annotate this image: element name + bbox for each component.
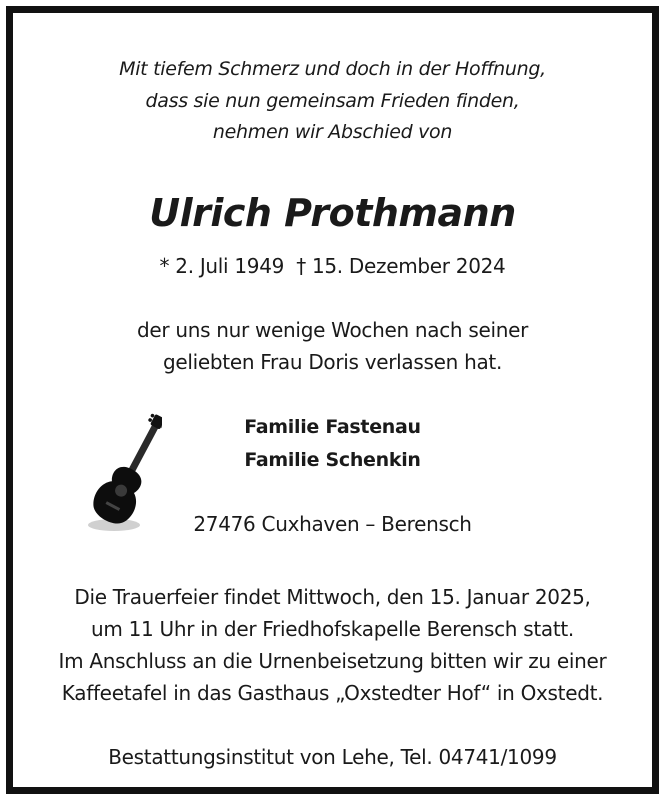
birth-date: * 2. Juli 1949 xyxy=(159,254,285,278)
ceremony-line-2: um 11 Uhr in der Friedhofskapelle Berensch statt. xyxy=(91,617,574,641)
intro-line-3: nehmen wir Abschied von xyxy=(212,121,453,143)
life-dates xyxy=(0,254,665,278)
death-date: † 15. Dezember 2024 xyxy=(296,254,506,278)
ceremony-line-4: Kaffeetafel in das Gasthaus „Oxstedter Hof“ in Oxstedt. xyxy=(61,681,604,705)
family-schenkin: Familie Schenkin xyxy=(244,449,421,471)
message-line-2: geliebten Frau Doris verlassen hat. xyxy=(162,350,503,374)
ceremony-line-1: Die Trauerfeier findet Mittwoch, den 15. Januar 2025, xyxy=(74,585,591,609)
family-fastenau: Familie Fastenau xyxy=(244,416,421,438)
funeral-home: Bestattungsinstitut von Lehe, Tel. 04741/1099 xyxy=(108,745,557,769)
location: 27476 Cuxhaven – Berensch xyxy=(193,512,472,536)
message-line-1: der uns nur wenige Wochen nach seiner xyxy=(136,318,529,342)
deceased-name: Ulrich Prothmann xyxy=(149,191,516,235)
intro-line-2: dass sie nun gemeinsam Frieden finden, xyxy=(145,90,520,112)
ceremony-line-3: Im Anschluss an die Urnenbeisetzung bitten wir zu einer xyxy=(58,649,607,673)
intro-line-1: Mit tiefem Schmerz und doch in der Hoffnung, xyxy=(119,58,546,80)
